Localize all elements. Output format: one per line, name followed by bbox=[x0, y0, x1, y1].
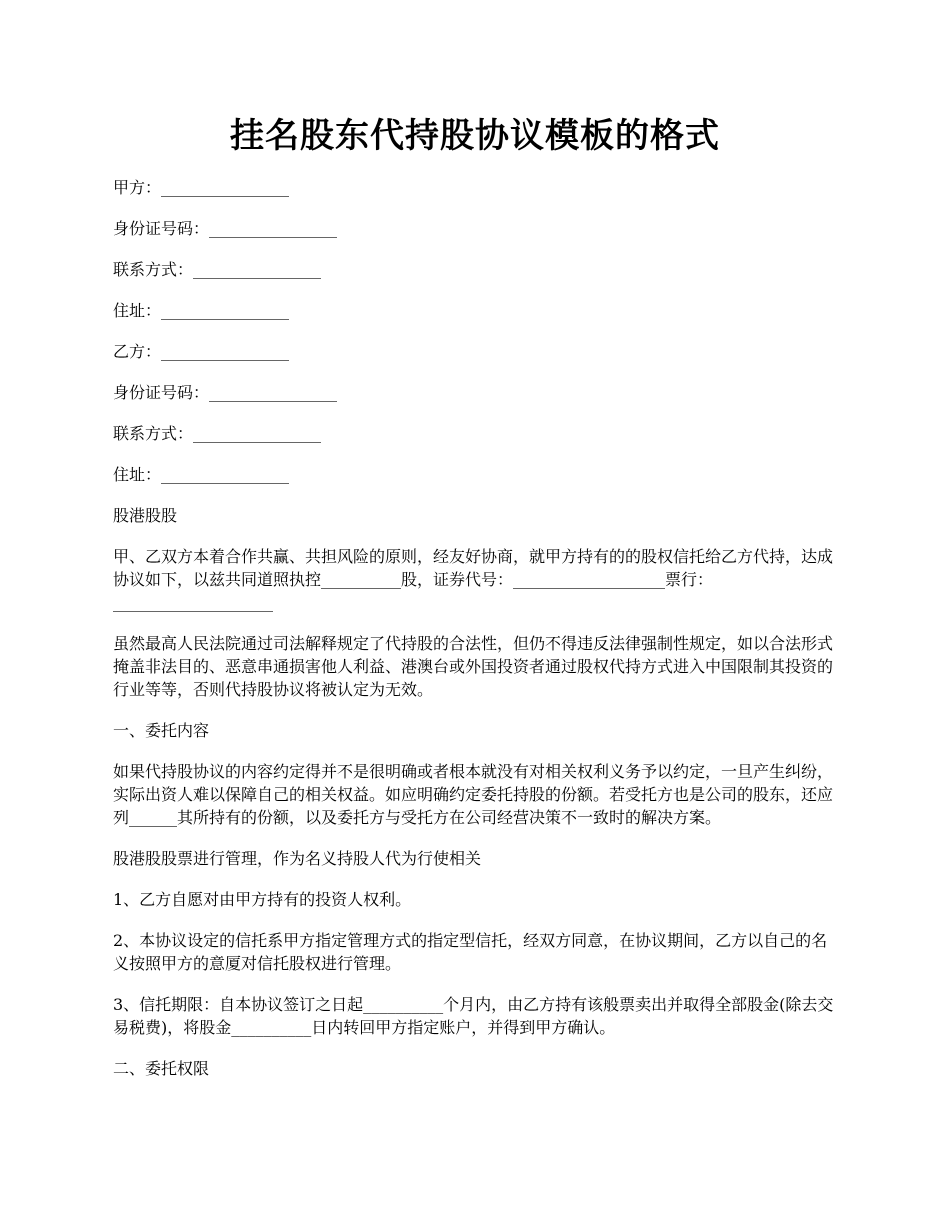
clause-1: 1、乙方自愿对由甲方持有的投资人权利。 bbox=[113, 890, 412, 909]
clause-3: 3、信托期限：自本协议签订之日起__________个月内，由乙方持有该般票卖出并取得全部股金(除去交易税费)，将股金__________日内转回甲方指定账户，并得到甲方确认。 bbox=[113, 995, 834, 1037]
party-a-id-field: 身份证号码：________________ bbox=[113, 219, 338, 238]
party-b-id-field: 身份证号码：________________ bbox=[113, 383, 338, 402]
document-body bbox=[113, 176, 839, 1080]
document-title: 挂名股东代持股协议模板的格式 bbox=[230, 116, 720, 156]
paragraph-agreement: 甲、乙双方本着合作共赢、共担风险的原则，经友好协商，就甲方持有的的股权信托给乙方代持，达成协议如下，以兹共同道照执控__________股，证券代号：___________________票行：____________________ bbox=[113, 547, 834, 612]
clause-2: 2、本协议设定的信托系甲方指定管理方式的指定型信托，经双方同意，在协议期间，乙方以自己的名义按照甲方的意厦对信托股权进行管理。 bbox=[113, 931, 828, 973]
paragraph-intro-label: 股港股股 bbox=[113, 506, 178, 525]
party-a-name-field: 甲方：________________ bbox=[113, 178, 290, 197]
paragraph-management: 股港股股票进行管理，作为名义持股人代为行使相关 bbox=[113, 849, 482, 868]
party-b-address-field: 住址：________________ bbox=[113, 465, 290, 484]
paragraph-legality: 虽然最高人民法院通过司法解释规定了代持股的合法性，但仍不得违反法律强制性规定，如以合法形式掩盖非法目的、恶意串通损害他人利益、港澳台或外国投资者通过股权代持方式进入中国限制其投资的行业等等，否则代持股协议将被认定为无效。 bbox=[113, 634, 834, 699]
party-b-contact-field: 联系方式：________________ bbox=[113, 424, 322, 443]
party-a-address-field: 住址：________________ bbox=[113, 301, 290, 320]
section-heading-delegation-authority: 二、委托权限 bbox=[113, 1059, 210, 1078]
paragraph-delegation-content: 如果代持股协议的内容约定得并不是很明确或者根本就没有对相关权利义务予以约定，一旦产生纠纷，实际出资人难以保障自己的相关权益。如应明确约定委托持股的份额。若受托方也是公司的股东，还应列______其所持有的份额，以及委托方与受托方在公司经营决策不一致时的解决方案。 bbox=[113, 762, 834, 827]
party-a-contact-field: 联系方式：________________ bbox=[113, 260, 322, 279]
section-heading-delegation-content: 一、委托内容 bbox=[113, 721, 210, 740]
party-b-name-field: 乙方：________________ bbox=[113, 342, 290, 361]
